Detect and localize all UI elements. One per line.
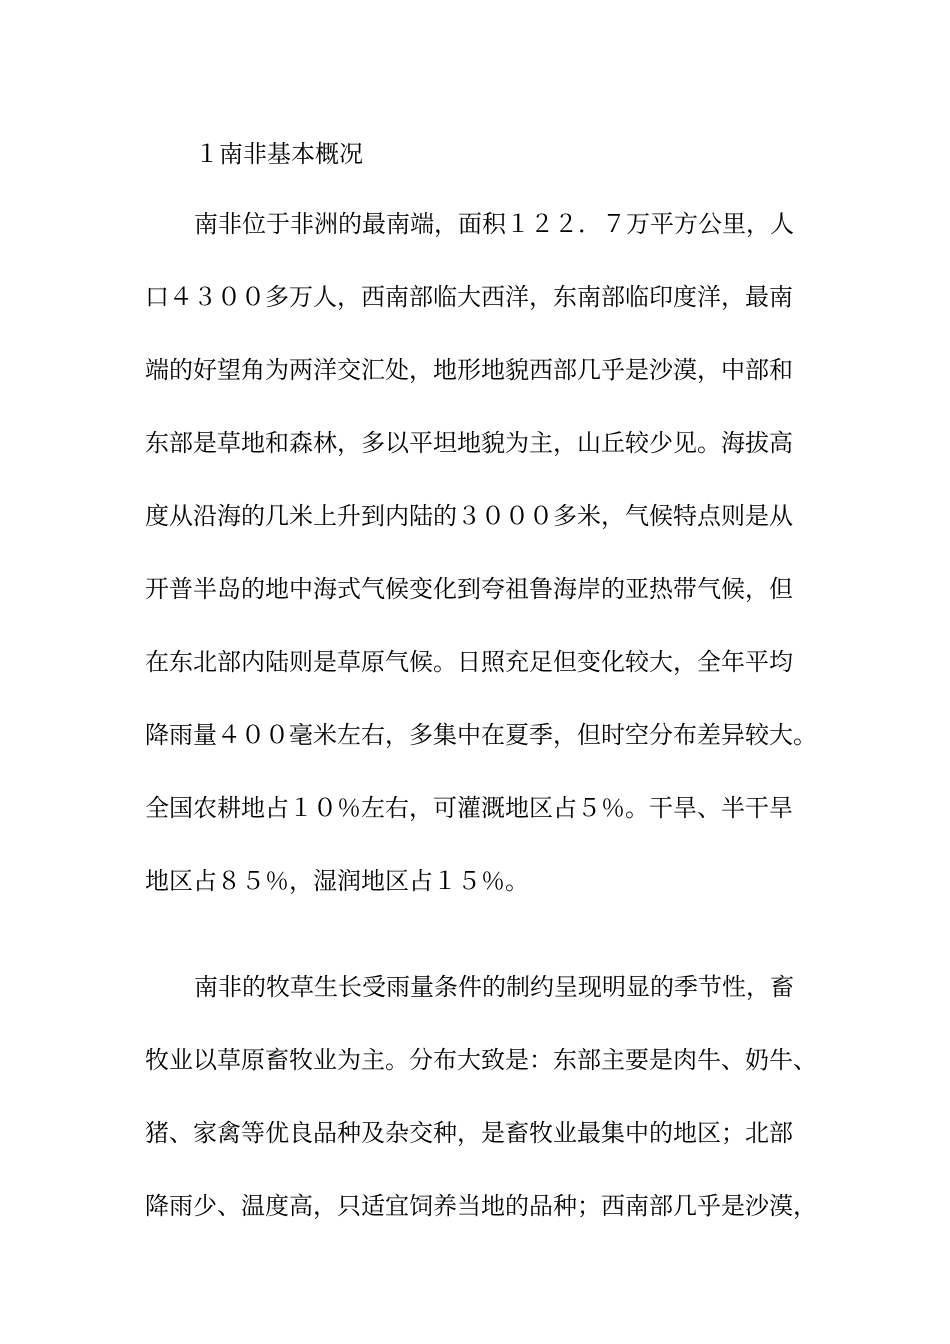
paragraph-line: 南非的牧草生长受雨量条件的制约呈现明显的季节性，畜 — [194, 973, 794, 1001]
paragraph-line: 口４３００多万人，西南部临大西洋，东南部临印度洋，最南 — [145, 283, 793, 311]
paragraph-line: 南非位于非洲的最南端，面积１２２．７万平方公里，人 — [194, 210, 794, 238]
paragraph-line: 牧业以草原畜牧业为主。分布大致是：东部主要是肉牛、奶牛、 — [145, 1046, 817, 1074]
paragraph-line: 在东北部内陆则是草原气候。日照充足但变化较大，全年平均 — [145, 648, 793, 676]
paragraph-line: 度从沿海的几米上升到内陆的３０００多米，气候特点则是从 — [145, 502, 793, 530]
paragraph-line: 全国农耕地占１０％左右，可灌溉地区占５％。干旱、半干旱 — [145, 794, 793, 822]
paragraph-line: 开普半岛的地中海式气候变化到夸祖鲁海岸的亚热带气候，但 — [145, 575, 793, 603]
paragraph-line: 地区占８５％，湿润地区占１５％。 — [145, 867, 529, 895]
paragraph-overview — [145, 188, 815, 918]
paragraph-line: 东部是草地和森林，多以平坦地貌为主，山丘较少见。海拔高 — [145, 429, 793, 457]
paragraph-line: 降雨量４００毫米左右，多集中在夏季，但时空分布差异较大。 — [145, 721, 817, 749]
section-heading: １南非基本概况 — [195, 140, 363, 168]
paragraph-line: 猪、家禽等优良品种及杂交种，是畜牧业最集中的地区；北部 — [145, 1119, 793, 1147]
paragraph-livestock — [145, 951, 815, 1243]
paragraph-line: 端的好望角为两洋交汇处，地形地貌西部几乎是沙漠，中部和 — [145, 356, 793, 384]
paragraph-line: 降雨少、温度高，只适宜饲养当地的品种；西南部几乎是沙漠， — [145, 1192, 817, 1220]
